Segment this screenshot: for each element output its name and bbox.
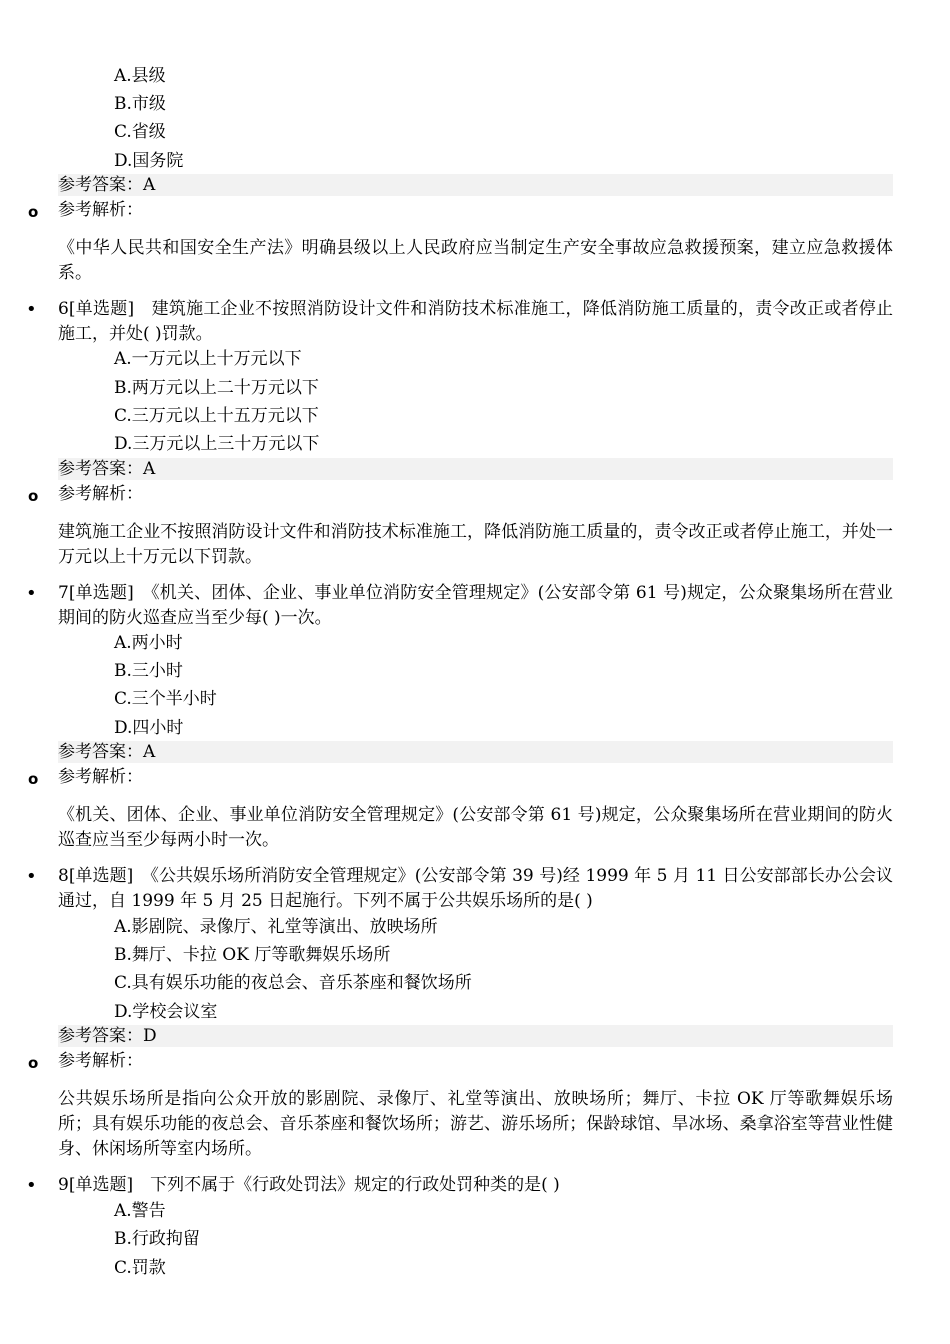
option-a: A.一万元以上十万元以下 [114,349,302,369]
question-9-text: 9[单选题] 下列不属于《行政处罚法》规定的行政处罚种类的是( ) [58,1175,560,1195]
option-b: B.舞厅、卡拉 OK 厅等歌舞娱乐场所 [114,945,391,965]
answer-line: 参考答案：A [58,174,893,196]
option-a: A.县级 [114,66,166,86]
option-c: C.具有娱乐功能的夜总会、音乐茶座和餐饮场所 [114,973,472,993]
option-c: C.省级 [114,122,166,142]
option-c: C.三个半小时 [114,689,217,709]
option-b: B.市级 [114,94,166,114]
option-b: B.行政拘留 [114,1229,200,1249]
analysis-label: 参考解析： [58,1051,143,1071]
analysis-label: 参考解析： [58,484,143,504]
dot-bullet-icon: • [26,1175,37,1196]
answer-line: 参考答案：D [58,1025,893,1047]
option-b: B.两万元以上二十万元以下 [114,378,319,398]
option-d: D.国务院 [114,151,184,171]
option-b: B.三小时 [114,661,183,681]
answer-line: 参考答案：A [58,741,893,763]
question-7-text: 7[单选题] 《机关、团体、企业、事业单位消防安全管理规定》(公安部令第 61 号)规定，公众聚集场所在营业期间的防火巡查应当至少每( )一次。 [58,583,893,628]
analysis-text: 《机关、团体、企业、事业单位消防安全管理规定》(公安部令第 61 号)规定，公众聚集场所在营业期间的防火巡查应当至少每两小时一次。 [58,805,893,850]
option-a: A.影剧院、录像厅、礼堂等演出、放映场所 [114,917,438,937]
option-d: D.学校会议室 [114,1002,218,1022]
dot-bullet-icon: • [26,866,37,887]
option-c: C.三万元以上十五万元以下 [114,406,319,426]
dot-bullet-icon: • [26,583,37,604]
circle-bullet-icon: o [28,1054,39,1072]
question-8-text: 8[单选题] 《公共娱乐场所消防安全管理规定》(公安部令第 39 号)经 1999 年 5 月 11 日公安部部长办公会议通过，自 1999 年 5 月 25 日起施行。下列不属于公共娱乐场所的是( ) [58,866,893,911]
circle-bullet-icon: o [28,203,39,221]
analysis-label: 参考解析： [58,200,143,220]
option-d: D.四小时 [114,718,184,738]
analysis-text: 公共娱乐场所是指向公众开放的影剧院、录像厅、礼堂等演出、放映场所；舞厅、卡拉 OK 厅等歌舞娱乐场所；具有娱乐功能的夜总会、音乐茶座和餐饮场所；游艺、游乐场所；保龄球馆、旱冰场、桑拿浴室等营业性健身、休闲场所等室内场所。 [58,1089,893,1159]
analysis-label: 参考解析： [58,767,143,787]
option-c: C.罚款 [114,1258,166,1278]
dot-bullet-icon: • [26,299,37,320]
circle-bullet-icon: o [28,487,39,505]
analysis-text: 《中华人民共和国安全生产法》明确县级以上人民政府应当制定生产安全事故应急救援预案，建立应急救援体系。 [58,238,893,283]
analysis-text: 建筑施工企业不按照消防设计文件和消防技术标准施工，降低消防施工质量的，责令改正或者停止施工，并处一万元以上十万元以下罚款。 [58,522,893,567]
option-a: A.两小时 [114,633,183,653]
question-6-text: 6[单选题] 建筑施工企业不按照消防设计文件和消防技术标准施工，降低消防施工质量的，责令改正或者停止施工，并处( )罚款。 [58,299,893,344]
option-d: D.三万元以上三十万元以下 [114,434,320,454]
circle-bullet-icon: o [28,770,39,788]
option-a: A.警告 [114,1201,166,1221]
answer-line: 参考答案：A [58,458,893,480]
